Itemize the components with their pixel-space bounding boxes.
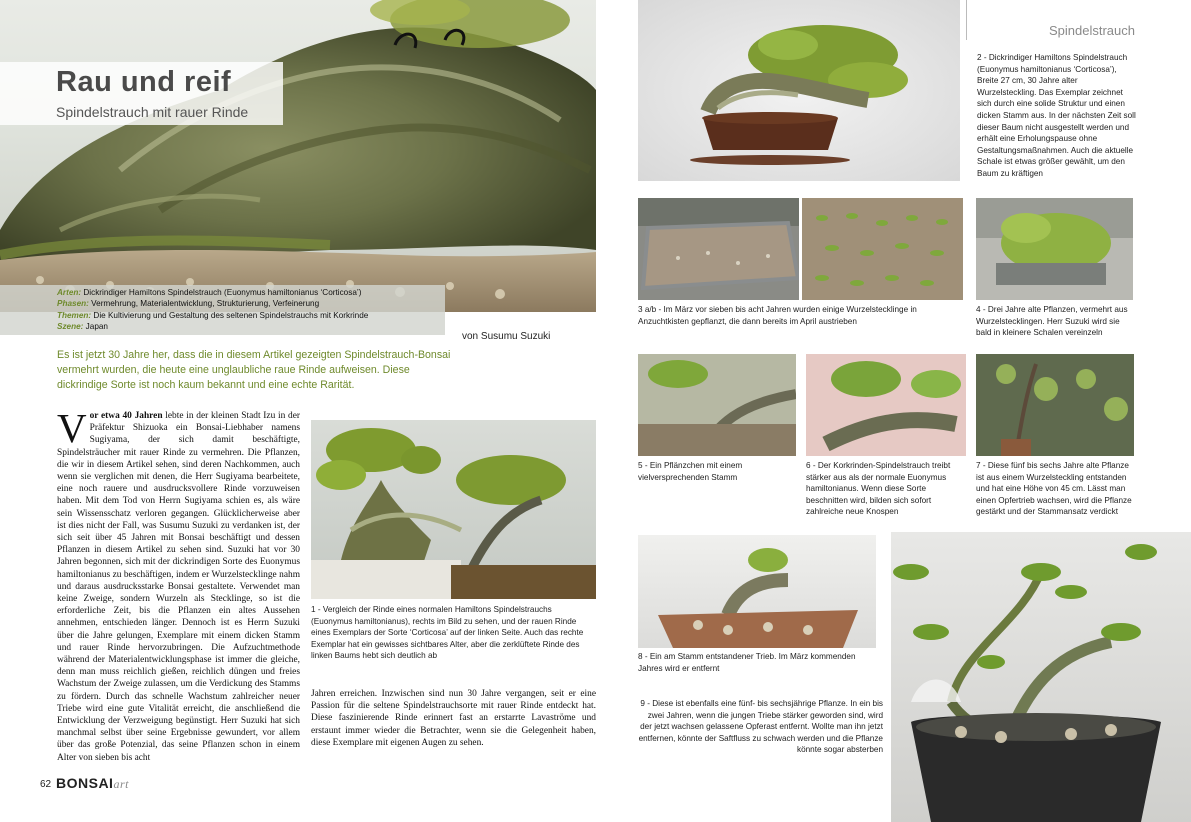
info-value: Dickrindiger Hamiltons Spindelstrauch (Euonymus hamiltonianus ‘Corticosa’) bbox=[83, 288, 362, 297]
page-number: 62 bbox=[40, 779, 52, 790]
photo-8-trunk-shoot bbox=[638, 535, 876, 648]
body-column-1 bbox=[57, 405, 300, 764]
caption-8: 8 - Ein am Stamm entstandener Trieb. Im März kommenden Jahres wird er entfernt bbox=[638, 652, 856, 673]
photo-6-budding-trunk bbox=[806, 354, 966, 456]
page-header: Spindelstrauch bbox=[1049, 23, 1135, 38]
photo-5-young-plant bbox=[638, 354, 796, 456]
magazine-logo bbox=[56, 775, 129, 792]
caption-5: 5 - Ein Pflänzchen mit einem vielversprechenden Stamm bbox=[638, 461, 743, 482]
caption-4: 4 - Drei Jahre alte Pflanzen, vermehrt aus Wurzelstecklingen. Herr Suzuki wird sie bald in kleinere Schalen vereinzeln bbox=[976, 305, 1128, 338]
logo-text: BONSAI bbox=[56, 775, 114, 791]
author-line: von Susumu Suzuki bbox=[462, 331, 551, 342]
article-title: Rau und reif bbox=[56, 66, 232, 98]
info-row-phasen bbox=[57, 298, 445, 309]
photo-7-sacrifice-branch bbox=[976, 354, 1134, 456]
logo-suffix: art bbox=[113, 777, 129, 791]
info-row-themen bbox=[57, 310, 445, 321]
info-box bbox=[0, 285, 445, 335]
info-label: Phasen: bbox=[57, 299, 89, 309]
body-column-2: Jahren erreichen. Inzwischen sind nun 30 Jahre vergangen, seit er eine Passion für die seltene Spindelstrauchsorte mit rauer Rinde entdeckt hat. Diese faszinierende Rinde erinnert fast an erstarrte Lavaströme und erstaunt immer wieder die Betrachter, wenn sie die Gelegenheit haben, diese Exemplare mit eigenen Augen zu sehen. bbox=[311, 689, 596, 748]
title-box bbox=[0, 62, 283, 125]
intro-paragraph: Es ist jetzt 30 Jahre her, dass die in diesem Artikel gezeigten Spindelstrauch-Bonsai vermehrt wurden, die heute eine unglaubliche raue Rinde aufweisen. Diese dickrindige Sorte ist noch kaum bekannt und eine echte Rarität. bbox=[57, 349, 451, 391]
photo-3a-cutting-boxes bbox=[638, 198, 799, 300]
caption-3: 3 a/b - Im März vor sieben bis acht Jahren wurden einige Wurzelstecklinge in Anzuchtkisten gepflanzt, die dann bereits im April austrieben bbox=[638, 305, 917, 326]
caption-6: 6 - Der Korkrinden-Spindelstrauch treibt stärker aus als der normale Euonymus hamiltonianus. Wenn diese Sorte beschnitten wird, bilden sich sofort zahlreiche neue Knospen bbox=[806, 461, 951, 517]
photo-9-potted-plant bbox=[891, 532, 1191, 822]
photo-1-bark-comparison bbox=[311, 420, 596, 599]
caption-2: 2 - Dickrindiger Hamiltons Spindelstrauch (Euonymus hamiltonianus ‘Corticosa’), Breite 27 cm, 30 Jahre alter Wurzelsteckling. Das Exemplar zeichnet sich durch eine solide Struktur und einen dicken Stamm aus. In der nächsten Zeit soll dieser Baum nicht ausgestellt werden und erhält eine Erholungspause ohne Gestaltungsmaßnahmen. Auch die aktuelle Schale ist etwas größer gewählt, um den Baum zu kräftigen bbox=[977, 53, 1136, 178]
info-value: Japan bbox=[85, 322, 108, 332]
info-row-szene bbox=[57, 321, 445, 332]
info-label: Arten: bbox=[57, 288, 82, 297]
info-label: Szene: bbox=[57, 322, 84, 332]
info-value: Vermehrung, Materialentwicklung, Strukturierung, Verfeinerung bbox=[91, 299, 320, 309]
body-lead: or etwa 40 Jahren bbox=[89, 411, 163, 421]
hero-bonsai-photo bbox=[0, 0, 596, 312]
caption-1: 1 - Vergleich der Rinde eines normalen Hamiltons Spindelstrauchs (Euonymus hamiltonianus), rechts im Bild zu sehen, und der rauen Rinde eines Exemplars der Sorte ‘Corticosa’ auf der linken Seite. Auch das rechte Exemplar hat ein gewisses sichtbares Alter, aber die zerklüftete Rinde des linken Baums hebt sich deutlich ab bbox=[311, 605, 584, 661]
info-row-arten bbox=[57, 287, 445, 298]
caption-9: 9 - Diese ist ebenfalls eine fünf- bis sechsjährige Pflanze. In ein bis zwei Jahren, wenn die jungen Triebe stärker geworden sind, wird der jetzt wachsen gelassene Opferast entfernt. Wollte man ihn jetzt entfernen, könnte der Saftfluss zu schwach werden und die Pflanze könnte sogar absterben bbox=[638, 699, 883, 755]
article-subtitle: Spindelstrauch mit rauer Rinde bbox=[56, 104, 249, 120]
right-page bbox=[596, 0, 1191, 822]
photo-4-three-year-plants bbox=[976, 198, 1133, 300]
body-text-main: lebte in der kleinen Stadt Izu in der Präfektur Shizuoka ein Bonsai-Liebhaber namens Sugiyama, der sich damit beschäftigte, Spindelsträucher mit rauer Rinde zu vermehren. Die Pflanzen, die wir in diesem Artikel sehen, sind deren Nachkommen, auch wenn sie verglichen mit denen, die Herr Sugiyama bearbeitete, eine noch rauere und ausdrucksvollere Rinde vorzuweisen haben. Mit dem Tod von Herrn Sugiyama schien es, als wäre sein Wissensschatz verloren gegangen. Glücklicherweise aber ist dies nicht der Fall, was Susumu Suzuki zu verdanken ist, der sich seit über 45 Jahren mit Bonsai beschäftigt und dessen Pflanzen in diesem Artikel zu sehen sind. Suzuki hat vor 30 Jahren begonnen, sich mit der dickrindigen Sorte des Euonymus hamiltonianus zu beschäftigen, indem er Wurzelstecklinge nahm und daraus ausdrucksstarke Bonsai gestaltete. Verwendet man keine Zweige, sondern Wurzeln als Stecklinge, so ist die erforderliche Zeit, bis die Pflanzen ein altes Aussehen annehmen, entschieden länger. Dennoch ist es Herrn Suzuki über die Jahre gelungen, Exemplare mit einem dicken Stamm und rauer Rinde hervorzubringen. Die Aufzuchtmethode während der Materialentwicklungsphase ist immer die gleiche, denn man muss reichlich gießen, reichlich düngen und freies Wachstum der Zweige zulassen, um die Verdickung des Stamms zu fördern. Durch das schnelle Wachstum zahlreicher neuer Triebe wird eine gute Vitalität erreicht, die anschließend die Entwicklung der Verzweigung begünstigt. Herr Suzuki hat sich manchmal selbst über seine Ergebnisse gewundert, vor allem über das große Potenzial, das seine Pflanzen schon in einem Alter von sieben bis acht bbox=[57, 411, 300, 763]
caption-7: 7 - Diese fünf bis sechs Jahre alte Pflanze ist aus einem Wurzelsteckling entstanden und hat eine Höhe von 45 cm. Lässt man einen Opfertrieb wachsen, wird die Pflanze gestärkt und der Stammansatz verdickt bbox=[976, 461, 1132, 517]
drop-cap: V bbox=[57, 405, 87, 451]
photo-3b-sprouting-cuttings bbox=[802, 198, 963, 300]
info-label: Themen: bbox=[57, 310, 92, 320]
info-value: Die Kultivierung und Gestaltung des seltenen Spindelstrauchs mit Korkrinde bbox=[93, 310, 369, 320]
photo-2-bonsai-pot bbox=[638, 0, 960, 181]
header-rule bbox=[966, 0, 967, 40]
